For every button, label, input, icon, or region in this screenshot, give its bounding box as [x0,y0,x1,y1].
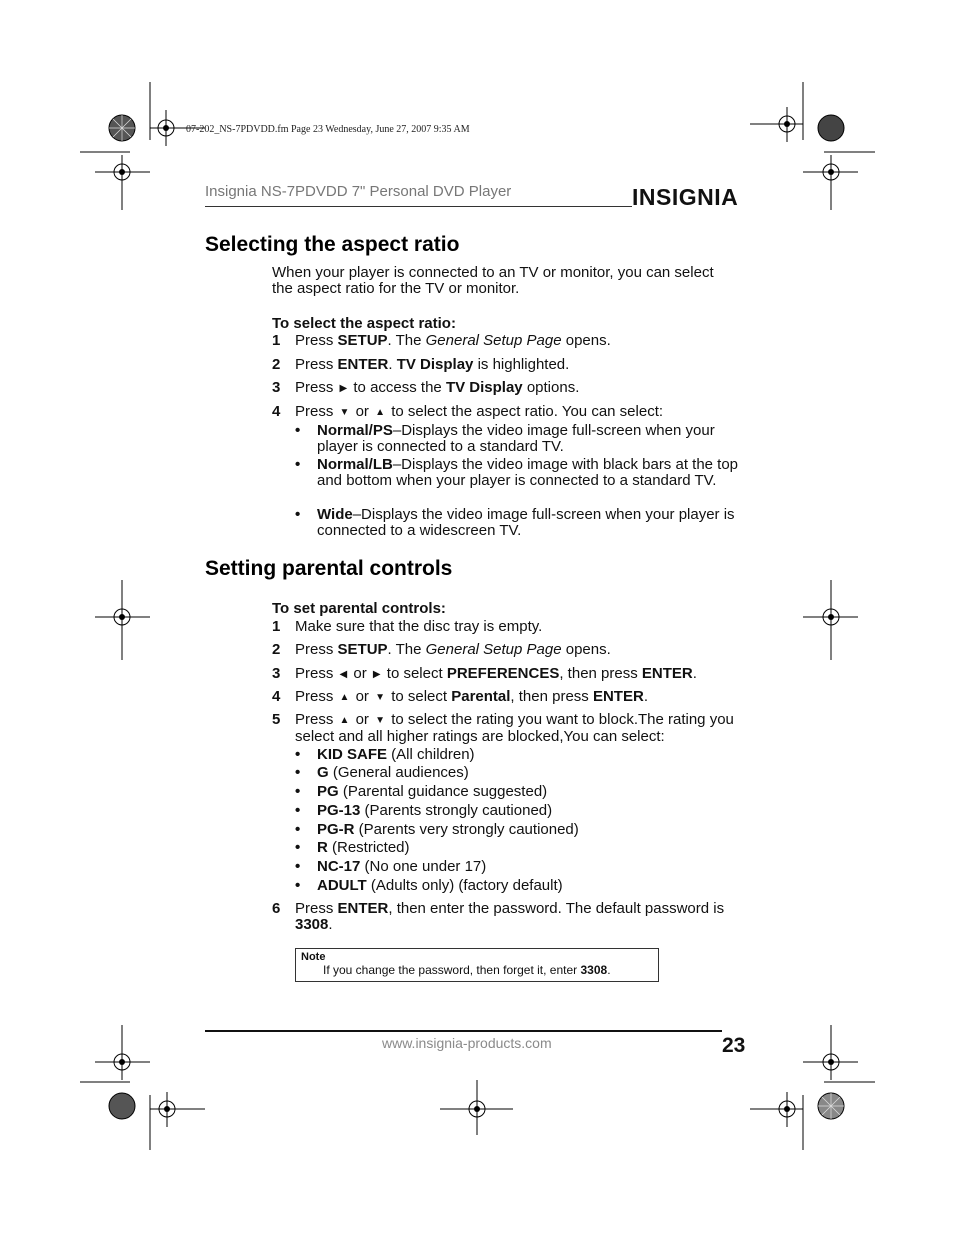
list-item: • Normal/LB–Displays the video image with black bars at the top and bottom when your player is connected to a standard TV. [295,456,739,489]
running-header: Insignia NS-7PDVDD 7" Personal DVD Player [205,183,512,200]
list-item: • PG-R (Parents very strongly cautioned) [295,821,579,838]
footer-url: www.insignia-products.com [382,1035,552,1051]
print-slug: 07-202_NS-7PDVDD.fm Page 23 Wednesday, June 27, 2007 9:35 AM [186,124,470,135]
note-text: If you change the password, then forget it, enter 3308. [323,963,611,977]
page-number: 23 [722,1034,746,1057]
list-item: • PG (Parental guidance suggested) [295,783,548,800]
procedure-label: To set parental controls: [272,600,446,617]
down-arrow-icon: ▼ [375,715,386,726]
step-1: 1 Press SETUP. The General Setup Page opens. [272,332,611,349]
intro-line-1: When your player is connected to an TV or monitor, you can select [272,264,714,281]
list-item: • Wide–Displays the video image full-screen when your player is connected to a widescreen TV. [295,506,735,539]
down-arrow-icon: ▼ [339,407,350,418]
list-item: • NC-17 (No one under 17) [295,858,487,875]
header-rule [205,206,632,207]
section-heading-parental-controls: Setting parental controls [205,557,453,580]
up-arrow-icon: ▲ [339,692,350,703]
left-arrow-icon: ◀ [339,669,348,680]
insignia-logo [630,180,752,212]
step-2: 2 Press ENTER. TV Display is highlighted. [272,356,570,373]
list-item: • R (Restricted) [295,839,410,856]
step-2: 2 Press SETUP. The General Setup Page opens. [272,641,611,658]
list-item: • ADULT (Adults only) (factory default) [295,877,563,894]
list-item: • KID SAFE (All children) [295,746,475,763]
up-arrow-icon: ▲ [375,407,386,418]
step-6: 6 Press ENTER, then enter the password. The default password is 3308. [272,900,725,933]
step-3: 3 Press ▶ to access the TV Display options. [272,379,580,396]
note-title: Note [301,951,326,963]
step-4: 4 Press ▲ or ▼ to select Parental, then press ENTER. [272,688,648,705]
intro-paragraph [272,265,752,297]
list-item: • PG-13 (Parents strongly cautioned) [295,802,553,819]
down-arrow-icon: ▼ [375,692,386,703]
procedure-label: To select the aspect ratio: [272,315,456,332]
step-3: 3 Press ◀ or ▶ to select PREFERENCES, then press ENTER. [272,665,697,682]
intro-line-2: the aspect ratio for the TV or monitor. [272,280,520,297]
list-item: • Normal/PS–Displays the video image full-screen when your player is connected to a standard TV. [295,422,715,455]
section-heading-aspect-ratio: Selecting the aspect ratio [205,233,460,256]
logo-text: INSIGNIA [632,184,739,210]
right-arrow-icon: ▶ [372,669,381,680]
step-5: 5 Press ▲ or ▼ to select the rating you want to block.The rating you select and all higher ratings are blocked,You can select: [272,711,734,745]
list-item: • G (General audiences) [295,764,469,781]
step-4: 4 Press ▼ or ▲ to select the aspect ratio. You can select: [272,403,664,420]
footer-rule [205,1030,722,1032]
right-arrow-icon: ▶ [339,383,348,394]
step-1: 1 Make sure that the disc tray is empty. [272,618,543,635]
up-arrow-icon: ▲ [339,715,350,726]
